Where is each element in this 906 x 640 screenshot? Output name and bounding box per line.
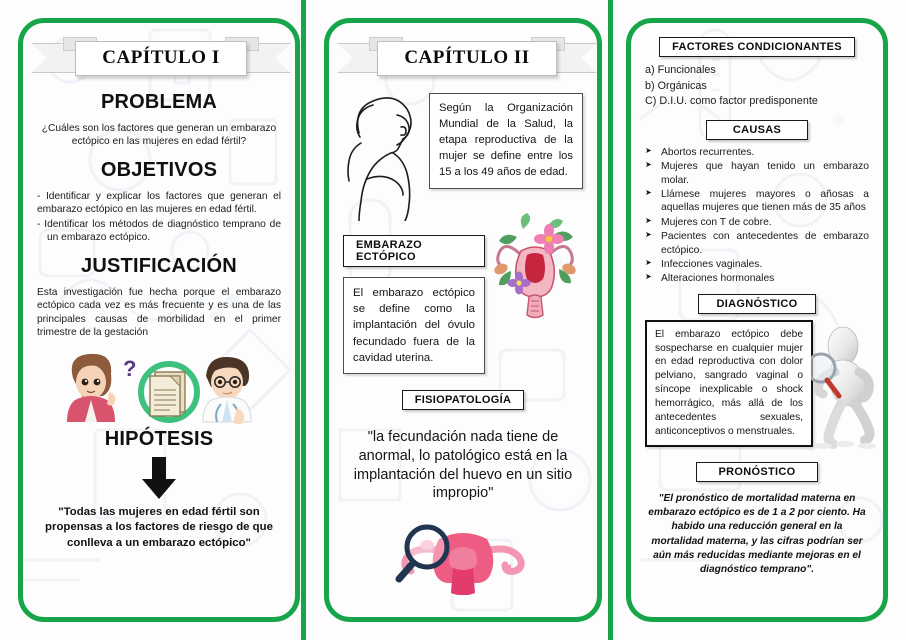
causa-item: ➤ Pacientes con antecedentes de embarazo ectópico. [645,230,869,257]
label-row-pronostico [645,462,869,482]
factor-item: b) Orgánicas [645,79,707,92]
list-factores [645,63,869,110]
text-diagnostico: El embarazo ectópico debe sospecharse en cualquier mujer en edad reproductiva con dolor pelviano, sangrado vaginal o síncope inexplicable o shock hemorrágico, más allá de los antecedentes sexuales, anticonceptivos o menstruales. [645,320,813,447]
causa-item: ➤ Infecciones vaginales. [645,258,869,271]
factor-item: C) D.I.U. como factor predisponente [645,95,818,108]
panel-chapter-one [18,18,300,622]
text-hipotesis: "Todas las mujeres en edad fértil son propensas a los factores de riesgo de que conlleva a un embarazo ectópico" [45,505,273,549]
text-problema: ¿Cuáles son los factores que generan un embarazo ectópico en las mujeres en edad fértil? [41,123,277,148]
heading-justificacion: JUSTIFICACIÓN [81,254,237,277]
list-objetivos [37,190,281,245]
heading-hipotesis: HIPÓTESIS [104,427,214,450]
panel-divider-left [301,0,306,640]
causa-item: ➤ Mujeres que hayan tenido un embarazo molar. [645,160,869,187]
banner-chapter-one [37,35,285,81]
woman-profile-silhouette [343,93,429,221]
text-fisiopatologia-quote: "la fecundación nada tiene de anormal, lo patológico está en la implantación del huevo en un sitio impropio" [353,428,573,502]
uterus-magnifier-illustration [393,517,533,595]
label-row-causas [645,120,869,140]
label-row-factores [645,37,869,57]
detective-3d-figure-icon [811,320,883,452]
label-causas: CAUSAS [706,120,808,140]
causa-item: ➤ Abortos recurrentes. [645,146,869,159]
text-oms: Según la Organización Mundial de la Salud, la etapa reproductiva de la mujer se define entre los 15 a los 49 años de edad. [429,93,583,189]
causa-item: ➤ Alteraciones hormonales [645,272,869,285]
down-arrow-icon [139,457,179,499]
label-row-embarazo [343,235,485,267]
label-row-diagnostico [645,294,869,314]
objetivo-item: - Identificar los métodos de diagnóstico temprano de un embarazo ectópico. [37,218,281,244]
factor-item: a) Funcionales [645,64,716,76]
svg-text:?: ? [123,355,137,381]
text-pronostico: "El pronóstico de mortalidad materna en embarazo ectópico es de 1 a 2 por ciento. Ha habido una reducción general en la mortalidad materna, y las cifras podrían ser aún más reducidas mediante mejoras en el diagnóstico temprano". [648,492,866,576]
causa-item: ➤ Llámese mujeres mayores o añosas a aquellas mujeres que tienen más de 35 años [645,188,869,215]
illustration-woman-doctor-document [51,348,267,424]
label-factores-condicionantes: FACTORES CONDICIONANTES [659,37,855,57]
banner-chapter-two [343,35,591,81]
causa-item: ➤ Mujeres con T de cobre. [645,216,869,229]
label-embarazo-ectopico: EMBARAZO ECTÓPICO [343,235,485,267]
panel-factors-diagnosis [626,18,888,622]
panel-chapter-two [324,18,602,622]
label-fisiopatologia: FISIOPATOLOGÍA [402,390,524,410]
label-diagnostico: DIAGNÓSTICO [698,294,817,314]
label-row-fisiopatologia [343,390,583,410]
heading-problema: PROBLEMA [100,91,218,113]
heading-objetivos: OBJETIVOS [100,158,218,181]
text-embarazo-ectopico: El embarazo ectópico se define como la implantación del óvulo fecundado fuera de la cavidad uterina. [343,277,485,374]
banner-chapter-one-label: CAPÍTULO I [75,41,246,76]
text-justificacion: Esta investigación fue hecha porque el embarazo ectópico cada vez es más frecuente y es una de las principales causas de morbilidad en el primer trimestre de la gestación [37,286,281,339]
objetivo-item: - Identificar y explicar los factores que generan el embarazo ectópico en las mujeres en edad fértil. [37,190,281,216]
panel-divider-right [608,0,613,640]
banner-chapter-two-label: CAPÍTULO II [377,41,556,76]
list-causas [645,146,869,286]
label-pronostico: PRONÓSTICO [696,462,819,482]
uterus-flowers-illustration [487,211,583,319]
